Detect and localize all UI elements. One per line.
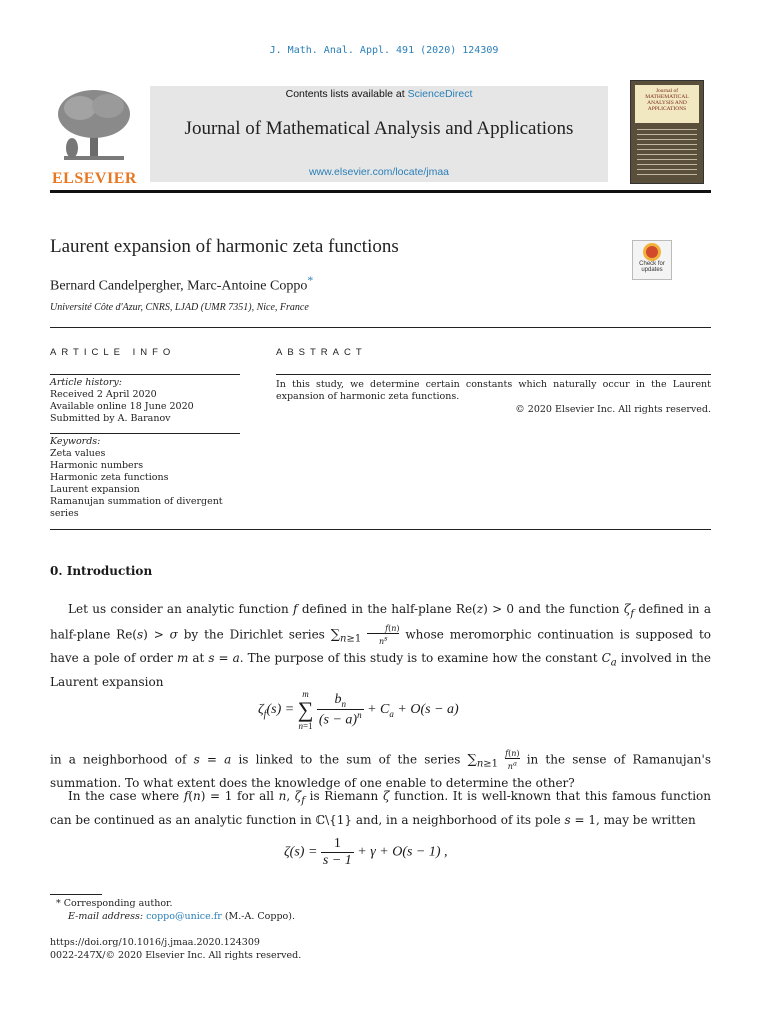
- contents-line: [150, 88, 608, 100]
- keyword-item: Laurent expansion: [50, 484, 140, 495]
- journal-cover-image: [630, 80, 704, 184]
- section-heading: 0. Introduction: [50, 564, 153, 578]
- intro-paragraph-2: in a neighborhood of s = a is linked to the sum of the series $\sum_{n\ge 1}$ $\frac{f(n)}{n^a}$ in the sense of Ramanujan's summation. To what extent does the knowledge of one enable to determine the other?: [50, 749, 711, 791]
- elsevier-wordmark: ELSEVIER: [52, 170, 137, 187]
- submitted-by: Submitted by A. Baranov: [50, 413, 171, 424]
- affiliation: Université Côte d'Azur, CNRS, LJAD (UMR 7351), Nice, France: [50, 302, 309, 313]
- doi-link[interactable]: https://doi.org/10.1016/j.jmaa.2020.124309: [50, 937, 260, 948]
- email-footnote: [68, 911, 295, 922]
- paper-authors: [50, 274, 313, 295]
- history-label: Article history:: [50, 377, 122, 388]
- received-date: Received 2 April 2020: [50, 389, 157, 400]
- author-names: Bernard Candelpergher, Marc-Antoine Coppo: [50, 278, 308, 294]
- laurent-expansion-equation: $\zeta_f(s)$ = m ∑ n=1 $\frac{b_n}{(s - a)^n}$ + $C_a + O(s - a)$: [258, 689, 459, 731]
- keywords-label: Keywords:: [50, 436, 101, 447]
- keyword-item: Harmonic numbers: [50, 460, 144, 471]
- email-label: E-mail address:: [68, 911, 144, 922]
- intro-paragraph-1: Let us consider an analytic function f defined in the half-plane Re(z) > 0 and the function $\zeta_f$ defined in a half-plane Re(s) > σ by the Dirichlet series $\sum_{n\ge 1}$ $\frac{f(n)}{n^s}$ whose meromorphic continuation is supposed to have a pole of order m at s = a. The purpose of this study is to examine how the constant $C_a$ involved in the Laurent expansion: [50, 602, 712, 689]
- keywords-block: [50, 436, 240, 520]
- contents-prefix: Contents lists available at: [285, 88, 408, 100]
- journal-banner: [150, 86, 608, 182]
- keyword-item: Zeta values: [50, 448, 106, 459]
- intro-paragraph-3: In the case where f(n) = 1 for all n, $\zeta_f$ is Riemann ζ function. It is well-known that this famous function can be continued as an analytic function in ℂ\{1} and, in a neighborhood of its pole s = 1, may be written: [50, 789, 712, 827]
- tree-icon: [50, 86, 138, 166]
- email-suffix: (M.-A. Coppo).: [224, 911, 295, 922]
- cover-title: Journal of MATHEMATICAL ANALYSIS AND APPLICATIONS: [645, 88, 689, 112]
- badge-line1: Check for: [639, 261, 665, 267]
- corresponding-author-footnote: [56, 898, 173, 909]
- abstract-text: In this study, we determine certain constants which naturally occur in the Laurent expansion of harmonic zeta functions.: [276, 379, 711, 402]
- article-history: [50, 377, 240, 425]
- sciencedirect-link[interactable]: ScienceDirect: [407, 88, 473, 100]
- journal-title: Journal of Mathematical Analysis and Applications: [184, 118, 574, 139]
- abstract-heading: ABSTRACT: [276, 347, 367, 358]
- zeta-expansion-equation: ζ(s) = $\frac{1}{s - 1}$ + γ + O(s − 1) ,: [284, 836, 448, 868]
- badge-line2: updates: [641, 267, 663, 273]
- abstract-copyright: © 2020 Elsevier Inc. All rights reserved.: [515, 404, 711, 415]
- issn-line: 0022-247X/© 2020 Elsevier Inc. All rights reserved.: [50, 950, 302, 961]
- corresponding-author-mark[interactable]: *: [307, 274, 314, 287]
- journal-url-link[interactable]: www.elsevier.com/locate/jmaa: [308, 166, 450, 178]
- journal-masthead: [50, 80, 711, 193]
- keyword-item: Ramanujan summation of divergent series: [50, 496, 223, 519]
- email-link[interactable]: coppo@unice.fr: [146, 911, 222, 922]
- article-info-heading: ARTICLE INFO: [50, 347, 176, 358]
- updates-icon: [643, 243, 661, 261]
- check-for-updates-button[interactable]: [632, 240, 672, 280]
- footnote-text: Corresponding author.: [63, 898, 173, 909]
- available-date: Available online 18 June 2020: [50, 401, 194, 412]
- paper-title: Laurent expansion of harmonic zeta functions: [50, 236, 399, 257]
- journal-reference[interactable]: J. Math. Anal. Appl. 491 (2020) 124309: [269, 45, 499, 56]
- elsevier-logo: [50, 86, 138, 186]
- footnote-mark: *: [56, 898, 61, 909]
- keyword-item: Harmonic zeta functions: [50, 472, 169, 483]
